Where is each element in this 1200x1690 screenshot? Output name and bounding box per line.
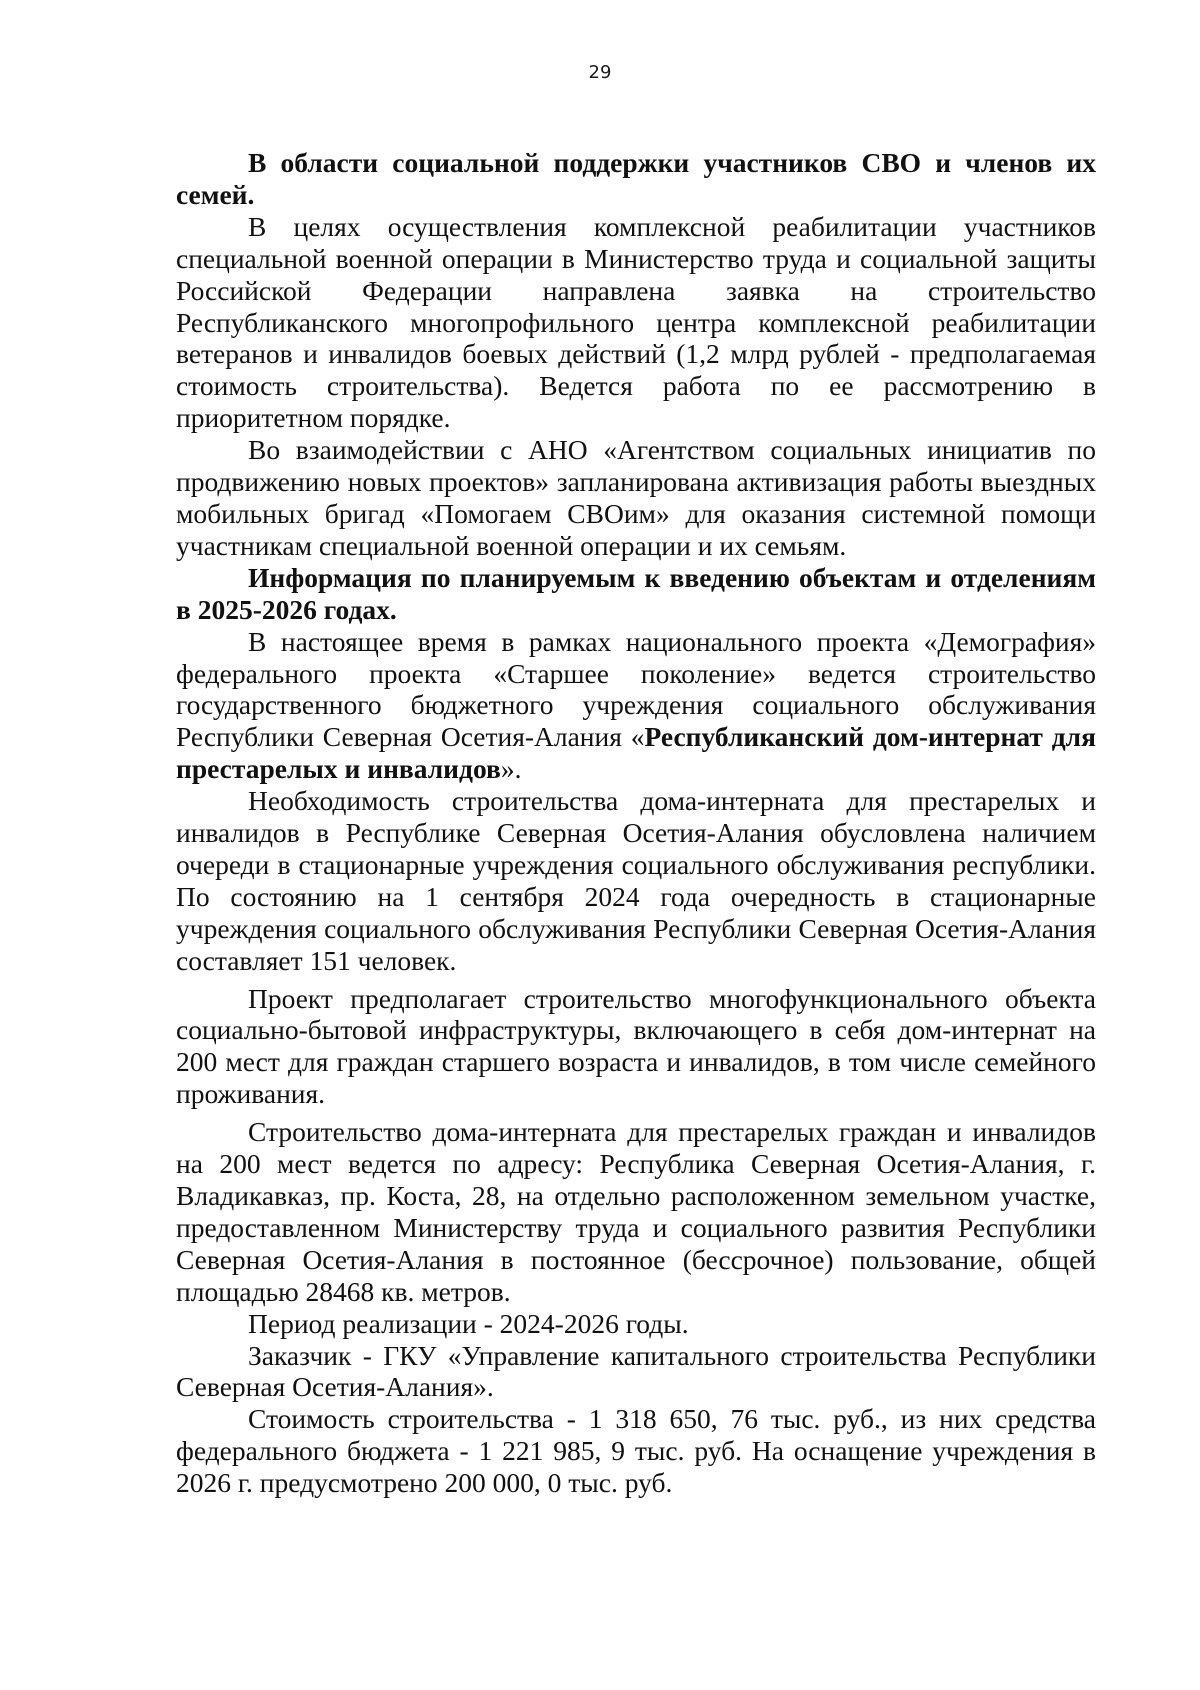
paragraph-implementation-period: Период реализации - 2024-2026 годы. <box>248 1307 689 1339</box>
paragraph-customer: Заказчик - ГКУ «Управление капитального строительства Республики Северная Осетия-Алания». <box>176 1339 1096 1403</box>
paragraph-project-scope: Проект предполагает строительство многофункционального объекта социально-бытовой инфраструктуры, включающего в себя дом-интернат на 200 мест для граждан старшего возраста и инвалидов, в том числе семейного проживания. <box>176 982 1096 1110</box>
paragraph-necessity: Необходимость строительства дома-интерната для престарелых и инвалидов в Республике Северная Осетия-Алания обусловлена наличием очереди в стационарные учреждения социального обслуживания республики. По состоянию на 1 сентября 2024 года очередность в стационарные учреждения социального обслуживания Республики Северная Осетия-Алания составляет 151 человек. <box>176 785 1096 976</box>
paragraph-mobile-brigades: Во взаимодействии с АНО «Агентством социальных инициатив по продвижению новых проектов» запланирована активизация работы выездных мобильных бригад «Помогаем СВОим» для оказания системной помощи участникам специальной военной операции и их семьям. <box>176 434 1096 561</box>
page-number: 29 <box>588 62 612 83</box>
paragraph-rehabilitation-center: В целях осуществления комплексной реабилитации участников специальной военной операции в Министерство труда и социальной защиты Российской Федерации направлена заявка на строительство Республиканского многопрофильного центра комплексной реабилитации ветеранов и инвалидов боевых действий (1,2 млрд рублей - предполагаемая стоимость строительства). Ведется работа по ее рассмотрению в приоритетном порядке. <box>176 210 1096 434</box>
document-body <box>176 147 1096 1499</box>
paragraph-construction-address: Строительство дома-интерната для престарелых граждан и инвалидов на 200 мест ведется по адресу: Республика Северная Осетия-Алания, г. Владикавказ, пр. Коста, 28, на отдельно расположенном земельном участке, предоставленном Министерству труда и социального развития Республики Северная Осетия-Алания в постоянное (бессрочное) пользование, общей площадью 28468 кв. метров. <box>176 1116 1096 1307</box>
paragraph-demography-lead: В настоящее время в рамках национального проекта «Демография» федерального проекта «Старшее поколение» ведется строительство государственного бюджетного учреждения социального обслуживания Республики Северная Осетия-Алания « <box>176 625 1096 753</box>
boarding-house-name: Республиканский дом-интернат для престарелых и инвалидов <box>176 721 1096 785</box>
section-heading-svo-support: В области социальной поддержки участников СВО и членов их семей. <box>176 147 1096 210</box>
paragraph-demography-tail: ». <box>500 753 522 785</box>
paragraph-demography-project <box>176 626 1096 786</box>
section-heading-planned-objects: Информация по планируемым к введению объектам и отделениям в 2025-2026 годах. <box>176 561 1096 625</box>
paragraph-construction-cost: Стоимость строительства - 1 318 650, 76 тыс. руб., из них средства федерального бюджета - 1 221 985, 9 тыс. руб. На оснащение учреждения в 2026 г. предусмотрено 200 000, 0 тыс. руб. <box>176 1403 1096 1499</box>
